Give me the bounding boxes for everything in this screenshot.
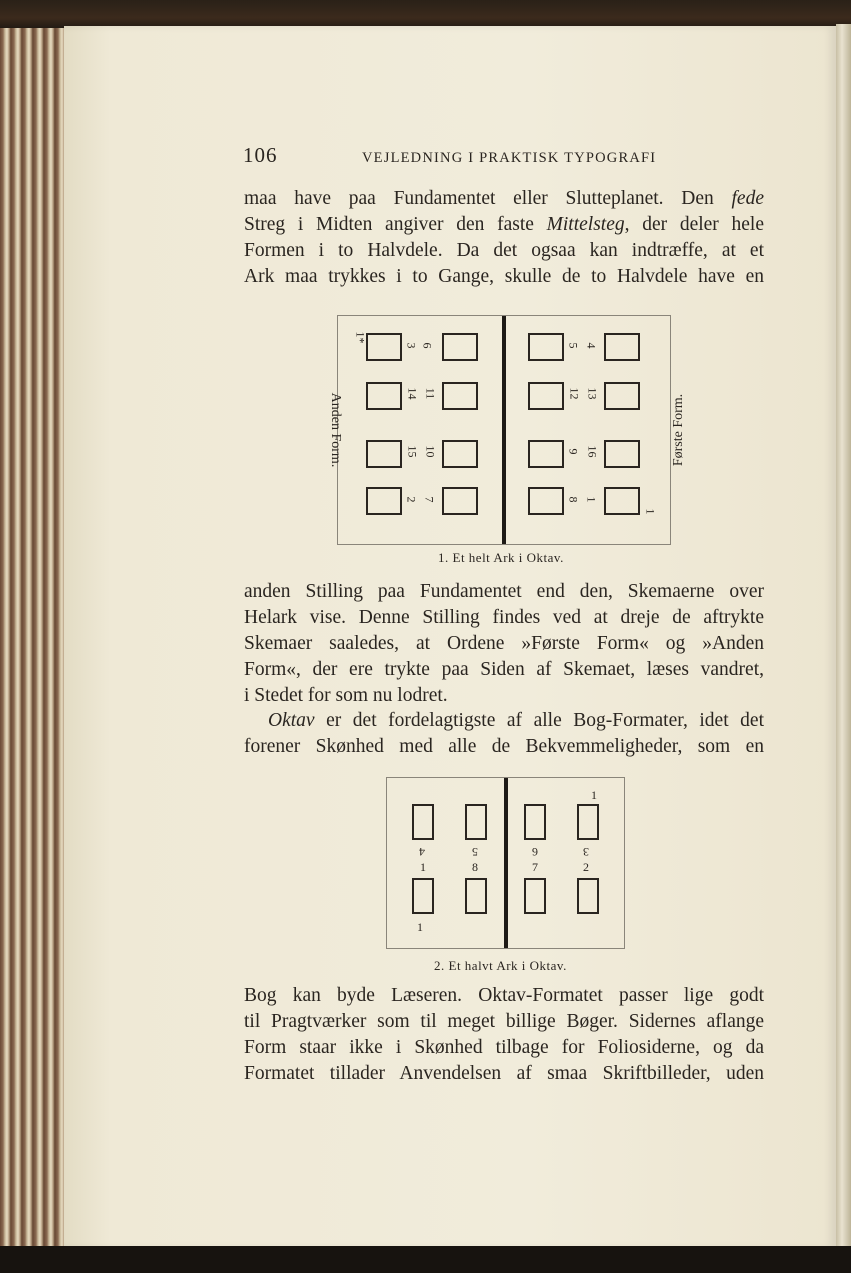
page-num: 7 [532, 860, 538, 874]
text-line: Form«, der ere trykte paa Siden af Skemaet, læses vandret, [244, 659, 764, 680]
page-box [465, 804, 487, 840]
page-num: 5 [566, 342, 581, 349]
mittelsteg-bar [504, 778, 508, 948]
page-box [412, 804, 434, 840]
mark-top-left: 1* [353, 331, 368, 344]
label-anden-form: Anden Form. [328, 392, 343, 468]
page-num: 1 [584, 496, 599, 503]
page-box [528, 487, 564, 515]
page-box [604, 440, 640, 468]
page-num: 8 [566, 496, 581, 503]
text-line: Bog kan byde Læseren. Oktav-Formatet passer lige godt [244, 985, 764, 1006]
text-line: Skemaer saaledes, at Ordene »Første Form« og »Anden [244, 633, 764, 654]
figure-1-caption: 1. Et helt Ark i Oktav. [438, 550, 564, 565]
figure-half-sheet-octavo [386, 777, 625, 949]
page-box [442, 382, 478, 410]
text-line: Streg i Midten angiver den faste Mittelsteg, der deler hele [244, 214, 764, 235]
page-box [366, 333, 402, 361]
page-box [442, 333, 478, 361]
page-box [366, 487, 402, 515]
page-box [528, 440, 564, 468]
page-num: 11 [423, 387, 438, 400]
figure-whole-sheet-octavo [328, 315, 686, 545]
page-num: 8 [472, 860, 478, 874]
page-box [366, 440, 402, 468]
page-num: 2 [404, 496, 419, 503]
text-line: maa have paa Fundamentet eller Slutteplanet. Den fede [244, 188, 764, 209]
label-forste-form: Første Form. [671, 393, 686, 467]
page-num: 12 [567, 387, 582, 400]
page-box [366, 382, 402, 410]
text-line: Form staar ikke i Skønhed tilbage for Foliosiderne, og da [244, 1037, 764, 1058]
page-box [604, 382, 640, 410]
page-box [604, 487, 640, 515]
page-box [528, 333, 564, 361]
page-box [604, 333, 640, 361]
page-num: 1 [420, 860, 426, 874]
text-line: i Stedet for som nu lodret. [244, 685, 448, 706]
text-line: anden Stilling paa Fundamentet end den, Skemaerne over [244, 581, 764, 602]
page-box [577, 804, 599, 840]
page-num: 3 [583, 845, 589, 859]
text-line: Helark vise. Denne Stilling findes ved at dreje de aftrykte [244, 607, 764, 628]
book-right-edge [836, 24, 851, 1254]
page-num: 2 [583, 860, 589, 874]
page-num: 6 [532, 845, 538, 859]
text-line: forener Skønhed med alle de Bekvemmeligheder, som en [244, 736, 764, 757]
text-line: Oktav er det fordelagtigste af alle Bog-Formater, idet det [268, 710, 764, 731]
text-line: til Pragtværker som til meget billige Bøger. Sidernes aflange [244, 1011, 764, 1032]
page-box [524, 878, 546, 914]
page-num: 5 [472, 845, 478, 859]
page-num: 9 [566, 448, 581, 455]
mark-bottom-right: 1 [643, 508, 658, 515]
page-num: 4 [419, 845, 425, 859]
page-box [412, 878, 434, 914]
figure-2-caption: 2. Et halvt Ark i Oktav. [434, 958, 567, 973]
text-line: Formen i to Halvdele. Da det ogsaa kan indtræffe, at et [244, 240, 764, 261]
running-header: VEJLEDNING I PRAKTISK TYPOGRAFI [362, 150, 657, 166]
page-num: 6 [420, 342, 435, 349]
page-num: 15 [405, 445, 420, 458]
text-line: Ark maa trykkes i to Gange, skulle de to Halvdele have en [244, 266, 764, 287]
mittelsteg-bar [502, 316, 506, 544]
book-bottom-edge [0, 1246, 851, 1273]
page-num: 10 [423, 445, 438, 458]
page-box [528, 382, 564, 410]
page-box [465, 878, 487, 914]
text-line: Formatet tillader Anvendelsen af smaa Skriftbilleder, uden [244, 1063, 764, 1084]
page-num: 14 [405, 387, 420, 400]
mark-top: 1 [591, 788, 597, 802]
book-spine-pages [0, 28, 66, 1248]
mark-bottom: 1 [417, 920, 423, 934]
page-num: 7 [422, 496, 437, 503]
page-box [442, 440, 478, 468]
page-num: 13 [585, 387, 600, 400]
page-number: 106 [243, 143, 278, 167]
page-box [442, 487, 478, 515]
page-box [577, 878, 599, 914]
page-num: 16 [585, 445, 600, 458]
page-num: 4 [584, 342, 599, 349]
page-num: 3 [404, 342, 419, 349]
page-box [524, 804, 546, 840]
